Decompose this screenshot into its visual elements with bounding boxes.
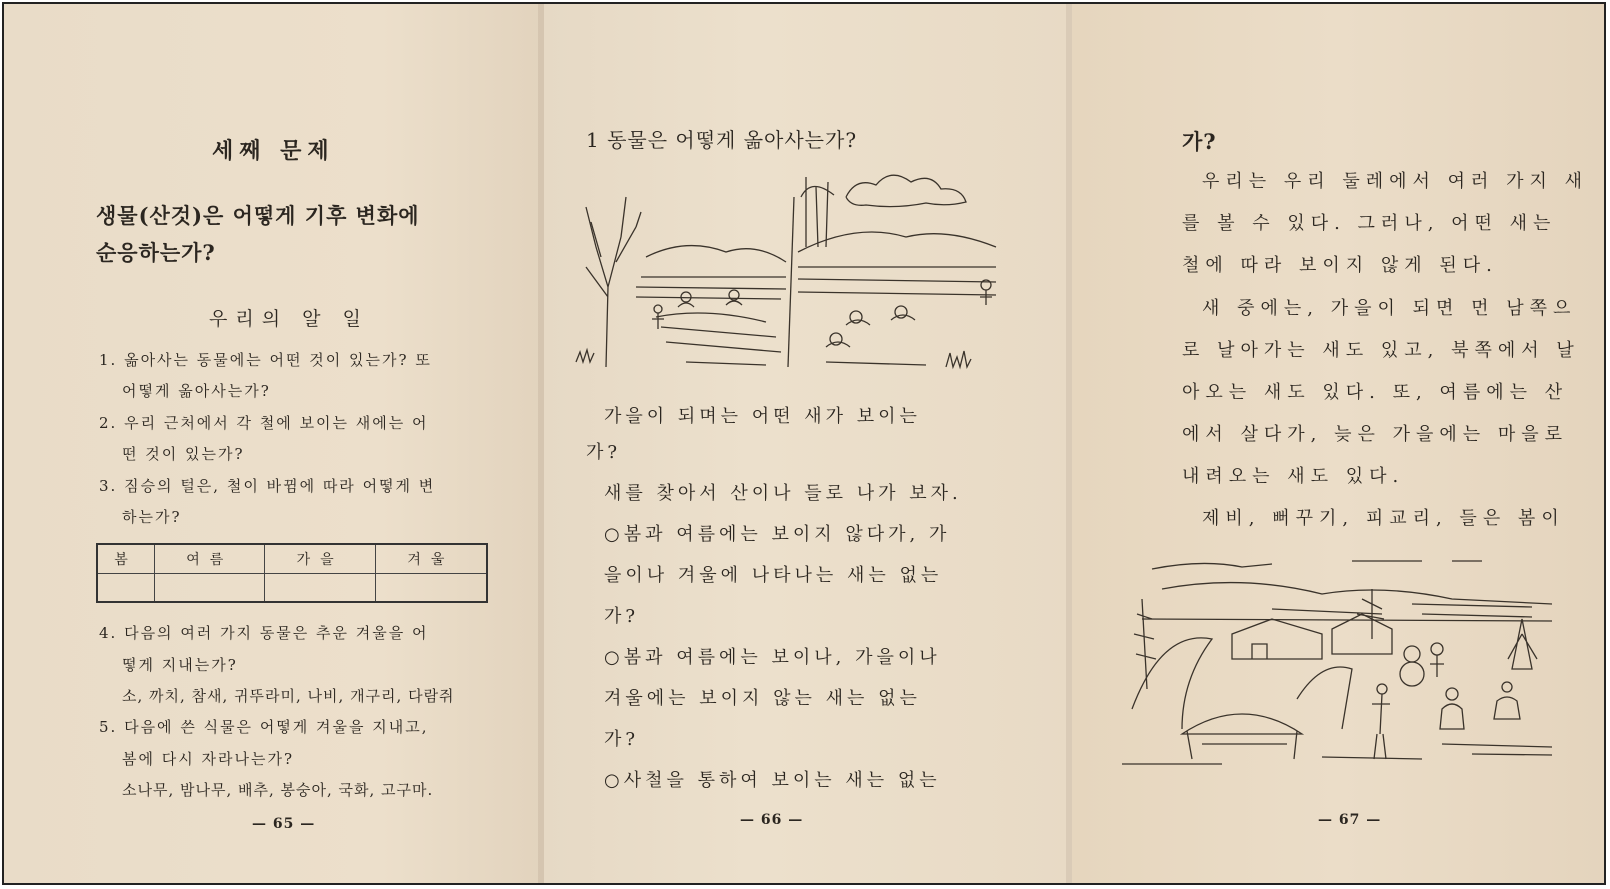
season-header-autumn: 가을 bbox=[265, 544, 375, 573]
season-header-spring: 봄 bbox=[97, 544, 155, 573]
text-line-3: 철에 따라 보이지 않게 된다. bbox=[1182, 255, 1498, 276]
question-4-line-2: 떻게 지내는가? bbox=[122, 656, 238, 674]
page-heading: 1 동물은 어떻게 옮아사는가? bbox=[586, 128, 858, 152]
question-5-line-2: 봄에 다시 자라나는가? bbox=[122, 750, 294, 768]
page-67 bbox=[1072, 4, 1606, 883]
season-cell bbox=[265, 573, 375, 602]
page-65 bbox=[4, 4, 544, 883]
page-number: — 65 — bbox=[252, 816, 316, 832]
question-1-line-2: 어떻게 옮아사는가? bbox=[122, 382, 271, 400]
question-2-line-2: 떤 것이 있는가? bbox=[122, 445, 245, 463]
text-line-3: 새를 찾아서 산이나 들로 나가 보자. bbox=[604, 483, 962, 504]
season-table-header bbox=[97, 544, 487, 573]
question-2-line-1: 2. 우리 근처에서 각 철에 보이는 새에는 어 bbox=[99, 414, 429, 432]
text-line-7: 에서 살다가, 늦은 가을에는 마을로 bbox=[1182, 424, 1569, 445]
chapter-title: 세째 문제 bbox=[212, 138, 335, 164]
question-5-line-1: 5. 다음에 쓴 식물은 어떻게 겨울을 지내고, bbox=[99, 718, 429, 736]
text-line-1: 가을이 되며는 어떤 새가 보이는 bbox=[604, 406, 921, 427]
season-cell bbox=[155, 573, 265, 602]
text-line-8: 내려오는 새도 있다. bbox=[1182, 466, 1405, 487]
page-number: — 66 — bbox=[740, 812, 804, 828]
plant-list: 소나무, 밤나무, 배추, 봉숭아, 국화, 고구마. bbox=[122, 781, 434, 799]
main-question-line-2: 순응하는가? bbox=[96, 240, 216, 265]
season-header-summer: 여름 bbox=[155, 544, 265, 573]
section-title: 우리의 알 일 bbox=[209, 308, 369, 330]
text-line-6: 아오는 새도 있다. 또, 여름에는 산 bbox=[1182, 382, 1569, 403]
text-line-4: 새 중에는, 가을이 되면 먼 남쪽으 bbox=[1202, 298, 1577, 319]
season-table bbox=[96, 543, 488, 603]
question-4-line-1: 4. 다음의 여러 가지 동물은 추운 겨울을 어 bbox=[99, 624, 429, 642]
river-scene-illustration bbox=[566, 167, 1006, 377]
main-question-line-1: 생물(산것)은 어떻게 기후 변화에 bbox=[96, 203, 420, 228]
question-3-line-1: 3. 짐승의 털은, 철이 바뀜에 따라 어떻게 변 bbox=[99, 477, 436, 495]
page-number: — 67 — bbox=[1318, 812, 1382, 828]
question-1-line-1: 1. 옮아사는 동물에는 어떤 것이 있는가? 또 bbox=[99, 351, 432, 369]
season-cell bbox=[97, 573, 155, 602]
text-line-2: 가? bbox=[586, 442, 622, 463]
season-header-winter: 겨울 bbox=[375, 544, 487, 573]
winter-village-illustration bbox=[1122, 559, 1552, 774]
text-line-9: 가? bbox=[604, 729, 640, 750]
text-line-10: ○사철을 통하여 보이는 새는 없는 bbox=[604, 770, 941, 791]
page-66 bbox=[544, 4, 1072, 883]
text-line-6: 가? bbox=[604, 606, 640, 627]
text-line-8: 겨울에는 보이지 않는 새는 없는 bbox=[604, 688, 921, 709]
season-table-row bbox=[97, 573, 487, 602]
text-line-1: 우리는 우리 둘레에서 여러 가지 새 bbox=[1202, 171, 1589, 192]
text-line-2: 를 볼 수 있다. 그러나, 어떤 새는 bbox=[1182, 213, 1557, 234]
animal-list: 소, 까치, 참새, 귀뚜라미, 나비, 개구리, 다람쥐 bbox=[122, 687, 455, 705]
text-line-9: 제비, 뻐꾸기, 피교리, 들은 봄이 bbox=[1202, 508, 1565, 529]
continued-line: 가? bbox=[1182, 129, 1217, 154]
season-cell bbox=[375, 573, 487, 602]
text-line-5: 로 날아가는 새도 있고, 북쪽에서 날 bbox=[1182, 340, 1580, 361]
question-3-line-2: 하는가? bbox=[122, 508, 182, 526]
text-line-5: 을이나 겨울에 나타나는 새는 없는 bbox=[604, 565, 943, 586]
book-spread bbox=[2, 2, 1606, 885]
text-line-7: ○봄과 여름에는 보이나, 가을이나 bbox=[604, 647, 941, 668]
text-line-4: ○봄과 여름에는 보이지 않다가, 가 bbox=[604, 524, 951, 545]
